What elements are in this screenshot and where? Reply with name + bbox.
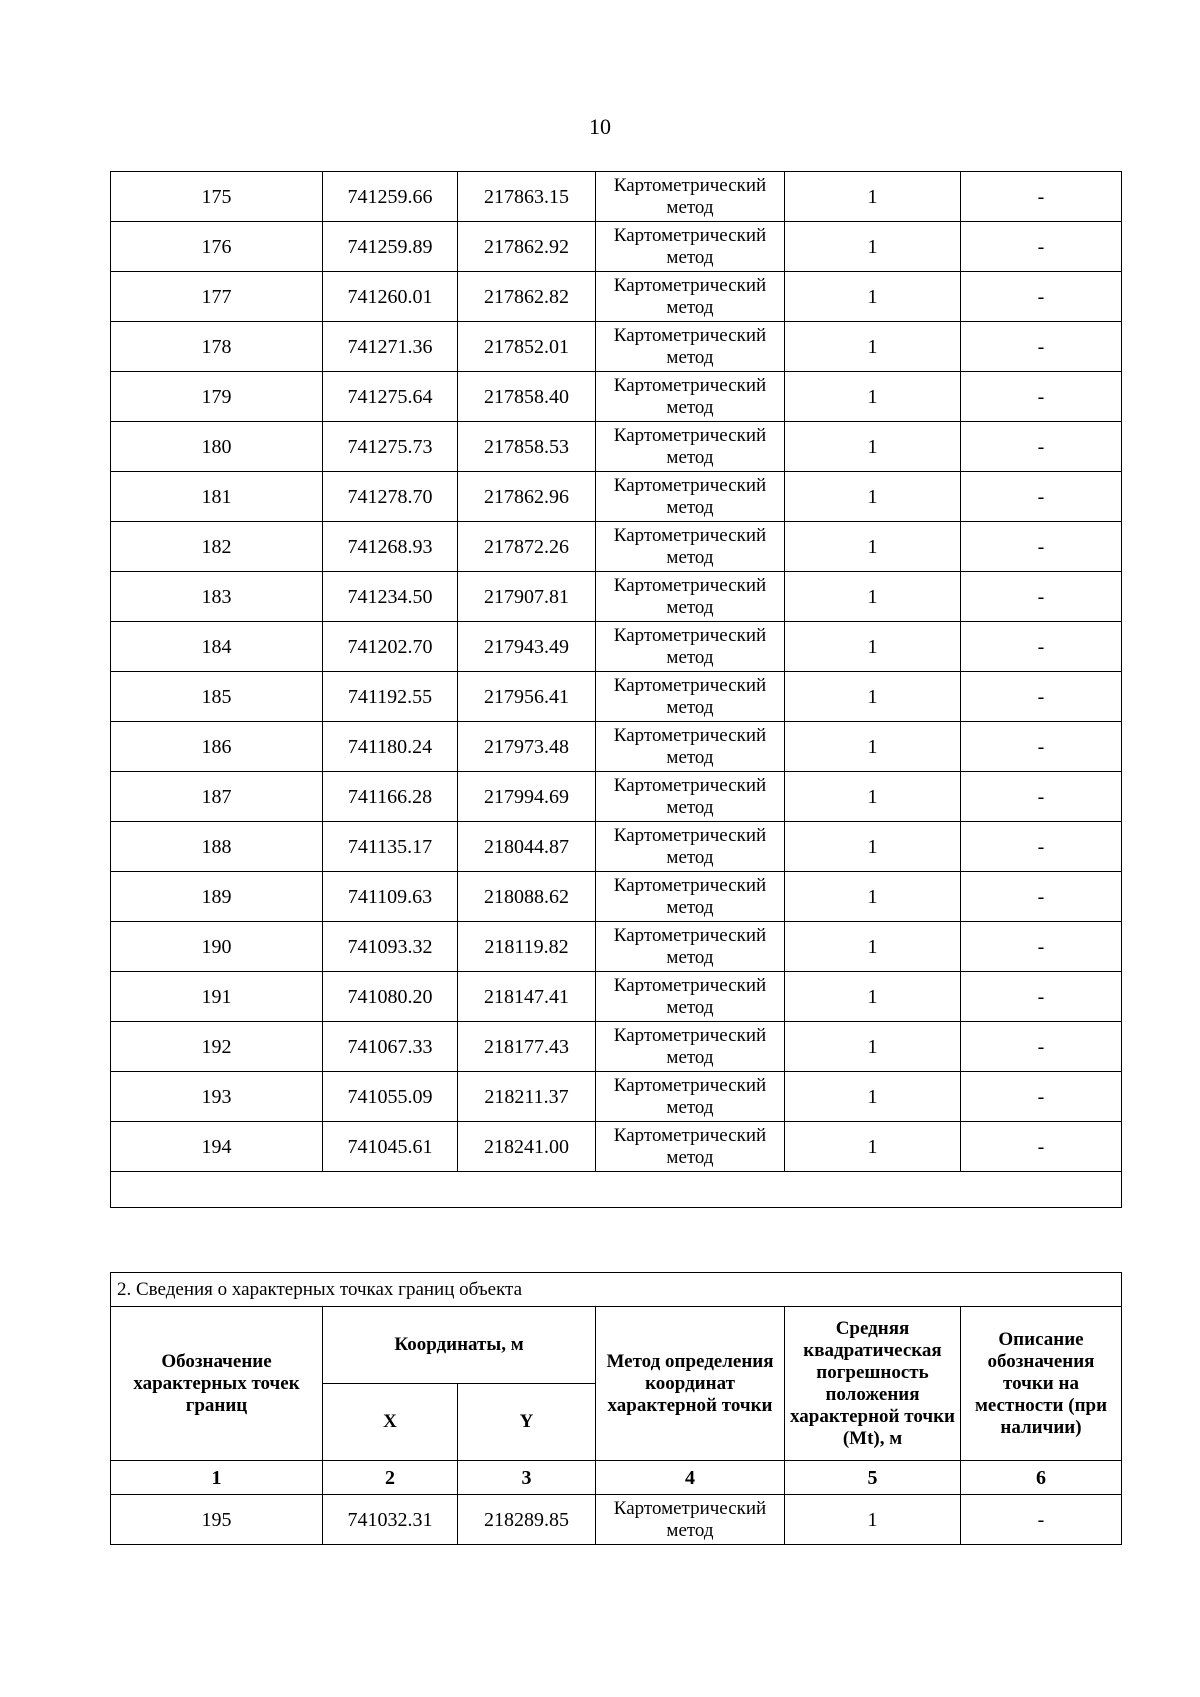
table-row — [111, 822, 1122, 872]
cell-point: 190 — [111, 922, 323, 972]
cell-mt: 1 — [785, 1022, 961, 1072]
cell-x: 741259.66 — [323, 172, 458, 222]
cell-y: 217862.96 — [458, 472, 596, 522]
cell-description: - — [961, 272, 1122, 322]
cell-description: - — [961, 822, 1122, 872]
table-row — [111, 772, 1122, 822]
table-row — [111, 722, 1122, 772]
cell-point: 194 — [111, 1122, 323, 1172]
column-number: 3 — [458, 1461, 596, 1495]
cell-description: - — [961, 1495, 1122, 1545]
table-row — [111, 622, 1122, 672]
cell-x: 741275.64 — [323, 372, 458, 422]
empty-row — [111, 1172, 1122, 1208]
section-title: 2. Сведения о характерных точках границ объекта — [111, 1273, 1122, 1307]
cell-method: Картометрический метод — [596, 472, 785, 522]
cell-y: 218119.82 — [458, 922, 596, 972]
cell-method: Картометрический метод — [596, 972, 785, 1022]
cell-method: Картометрический метод — [596, 272, 785, 322]
cell-y: 218289.85 — [458, 1495, 596, 1545]
points-table-body — [111, 172, 1122, 1208]
cell-x: 741166.28 — [323, 772, 458, 822]
cell-point: 182 — [111, 522, 323, 572]
cell-method: Картометрический метод — [596, 1022, 785, 1072]
cell-mt: 1 — [785, 472, 961, 522]
table-row — [111, 1495, 1122, 1545]
table-row — [111, 572, 1122, 622]
cell-x: 741135.17 — [323, 822, 458, 872]
cell-x: 741180.24 — [323, 722, 458, 772]
cell-description: - — [961, 522, 1122, 572]
cell-method: Картометрический метод — [596, 372, 785, 422]
cell-x: 741192.55 — [323, 672, 458, 722]
cell-y: 218241.00 — [458, 1122, 596, 1172]
cell-y: 217852.01 — [458, 322, 596, 372]
cell-point: 191 — [111, 972, 323, 1022]
cell-point: 176 — [111, 222, 323, 272]
header-method: Метод определения координат характерной точки — [596, 1307, 785, 1461]
cell-x: 741259.89 — [323, 222, 458, 272]
cell-mt: 1 — [785, 1495, 961, 1545]
table-row — [111, 1072, 1122, 1122]
cell-method: Картометрический метод — [596, 822, 785, 872]
cell-description: - — [961, 622, 1122, 672]
column-number: 5 — [785, 1461, 961, 1495]
cell-point: 192 — [111, 1022, 323, 1072]
cell-method: Картометрический метод — [596, 572, 785, 622]
table-row — [111, 422, 1122, 472]
section2-table — [110, 1272, 1122, 1545]
cell-x: 741055.09 — [323, 1072, 458, 1122]
table-row — [111, 522, 1122, 572]
cell-mt: 1 — [785, 522, 961, 572]
cell-description: - — [961, 222, 1122, 272]
cell-point: 186 — [111, 722, 323, 772]
cell-point: 179 — [111, 372, 323, 422]
cell-description: - — [961, 1122, 1122, 1172]
cell-mt: 1 — [785, 372, 961, 422]
cell-method: Картометрический метод — [596, 772, 785, 822]
cell-description: - — [961, 172, 1122, 222]
cell-method: Картометрический метод — [596, 322, 785, 372]
cell-y: 217863.15 — [458, 172, 596, 222]
cell-mt: 1 — [785, 972, 961, 1022]
cell-mt: 1 — [785, 722, 961, 772]
table-row — [111, 272, 1122, 322]
cell-description: - — [961, 1022, 1122, 1072]
table-row — [111, 672, 1122, 722]
cell-mt: 1 — [785, 772, 961, 822]
cell-point: 175 — [111, 172, 323, 222]
table-row — [111, 472, 1122, 522]
cell-method: Картометрический метод — [596, 422, 785, 472]
column-number: 6 — [961, 1461, 1122, 1495]
cell-mt: 1 — [785, 572, 961, 622]
cell-x: 741109.63 — [323, 872, 458, 922]
column-number: 4 — [596, 1461, 785, 1495]
cell-mt: 1 — [785, 1122, 961, 1172]
cell-description: - — [961, 322, 1122, 372]
cell-y: 217862.82 — [458, 272, 596, 322]
cell-x: 741278.70 — [323, 472, 458, 522]
cell-description: - — [961, 372, 1122, 422]
table-row — [111, 922, 1122, 972]
cell-description: - — [961, 772, 1122, 822]
cell-y: 217907.81 — [458, 572, 596, 622]
cell-description: - — [961, 922, 1122, 972]
cell-point: 184 — [111, 622, 323, 672]
cell-description: - — [961, 722, 1122, 772]
header-y: Y — [458, 1384, 596, 1461]
cell-y: 217858.53 — [458, 422, 596, 472]
cell-y: 217862.92 — [458, 222, 596, 272]
header-point-designation: Обозначение характерных точек границ — [111, 1307, 323, 1461]
cell-point: 183 — [111, 572, 323, 622]
cell-mt: 1 — [785, 1072, 961, 1122]
cell-y: 217994.69 — [458, 772, 596, 822]
cell-point: 181 — [111, 472, 323, 522]
cell-point: 189 — [111, 872, 323, 922]
cell-mt: 1 — [785, 922, 961, 972]
header-description: Описание обозначения точки на местности (при наличии) — [961, 1307, 1122, 1461]
cell-x: 741080.20 — [323, 972, 458, 1022]
cell-description: - — [961, 972, 1122, 1022]
cell-mt: 1 — [785, 172, 961, 222]
cell-y: 217973.48 — [458, 722, 596, 772]
cell-point: 178 — [111, 322, 323, 372]
cell-mt: 1 — [785, 822, 961, 872]
cell-description: - — [961, 472, 1122, 522]
header-mt: Средняя квадратическая погрешность положения характерной точки (Mt), м — [785, 1307, 961, 1461]
cell-method: Картометрический метод — [596, 1122, 785, 1172]
cell-method: Картометрический метод — [596, 522, 785, 572]
cell-x: 741275.73 — [323, 422, 458, 472]
cell-x: 741234.50 — [323, 572, 458, 622]
cell-point: 187 — [111, 772, 323, 822]
cell-method: Картометрический метод — [596, 722, 785, 772]
cell-point: 177 — [111, 272, 323, 322]
cell-point: 180 — [111, 422, 323, 472]
cell-method: Картометрический метод — [596, 672, 785, 722]
cell-y: 218147.41 — [458, 972, 596, 1022]
cell-x: 741268.93 — [323, 522, 458, 572]
column-number: 1 — [111, 1461, 323, 1495]
cell-x: 741093.32 — [323, 922, 458, 972]
cell-description: - — [961, 422, 1122, 472]
table-row — [111, 322, 1122, 372]
cell-method: Картометрический метод — [596, 872, 785, 922]
header-x: X — [323, 1384, 458, 1461]
cell-point: 193 — [111, 1072, 323, 1122]
cell-x: 741045.61 — [323, 1122, 458, 1172]
cell-x: 741067.33 — [323, 1022, 458, 1072]
table-row — [111, 872, 1122, 922]
cell-mt: 1 — [785, 422, 961, 472]
table-row — [111, 222, 1122, 272]
table-row — [111, 972, 1122, 1022]
header-coordinates: Координаты, м — [323, 1307, 596, 1384]
cell-x: 741202.70 — [323, 622, 458, 672]
cell-mt: 1 — [785, 272, 961, 322]
cell-description: - — [961, 672, 1122, 722]
cell-y: 218088.62 — [458, 872, 596, 922]
cell-method: Картометрический метод — [596, 922, 785, 972]
table-row — [111, 1022, 1122, 1072]
cell-x: 741260.01 — [323, 272, 458, 322]
table-row — [111, 172, 1122, 222]
cell-method: Картометрический метод — [596, 172, 785, 222]
points-table — [110, 171, 1122, 1208]
cell-y: 217858.40 — [458, 372, 596, 422]
cell-y: 218211.37 — [458, 1072, 596, 1122]
cell-method: Картометрический метод — [596, 222, 785, 272]
table-row — [111, 1122, 1122, 1172]
empty-cell — [111, 1172, 1122, 1208]
cell-method: Картометрический метод — [596, 1495, 785, 1545]
cell-y: 217943.49 — [458, 622, 596, 672]
cell-description: - — [961, 872, 1122, 922]
cell-point: 188 — [111, 822, 323, 872]
cell-mt: 1 — [785, 622, 961, 672]
cell-x: 741032.31 — [323, 1495, 458, 1545]
cell-y: 217956.41 — [458, 672, 596, 722]
cell-point: 185 — [111, 672, 323, 722]
cell-description: - — [961, 572, 1122, 622]
cell-mt: 1 — [785, 672, 961, 722]
cell-mt: 1 — [785, 872, 961, 922]
cell-mt: 1 — [785, 222, 961, 272]
cell-y: 217872.26 — [458, 522, 596, 572]
column-number: 2 — [323, 1461, 458, 1495]
cell-mt: 1 — [785, 322, 961, 372]
cell-y: 218177.43 — [458, 1022, 596, 1072]
cell-description: - — [961, 1072, 1122, 1122]
cell-method: Картометрический метод — [596, 1072, 785, 1122]
page-number: 10 — [589, 114, 611, 139]
cell-y: 218044.87 — [458, 822, 596, 872]
cell-method: Картометрический метод — [596, 622, 785, 672]
cell-point: 195 — [111, 1495, 323, 1545]
table-row — [111, 372, 1122, 422]
cell-x: 741271.36 — [323, 322, 458, 372]
